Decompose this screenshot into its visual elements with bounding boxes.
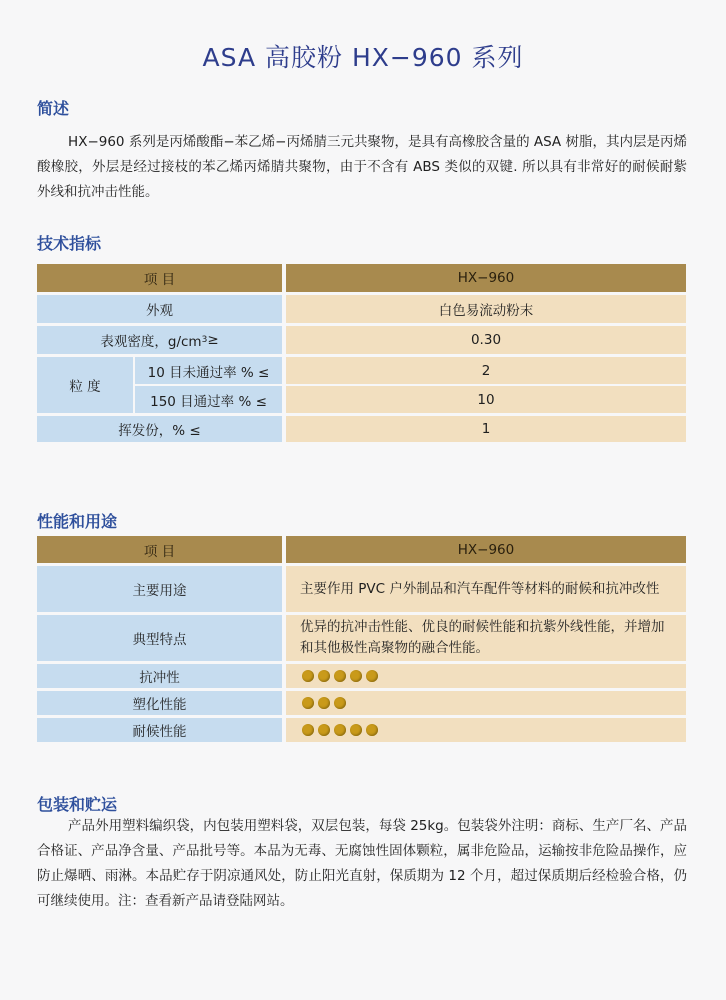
table-row	[37, 326, 686, 354]
weathering-rating	[286, 718, 686, 742]
performance-header-item: 项 目	[37, 536, 282, 563]
volatile-label: 挥发份，% ≤	[37, 416, 282, 442]
packaging-heading: 包装和贮运	[37, 795, 118, 814]
appearance-label: 外观	[37, 295, 282, 323]
granularity-sub2-value: 10	[286, 386, 686, 413]
rating-dot-icon	[350, 724, 362, 736]
performance-header-row	[37, 536, 686, 563]
rating-dot-icon	[366, 724, 378, 736]
volatile-value: 1	[286, 416, 686, 442]
weathering-label: 耐候性能	[37, 718, 282, 742]
specs-header-item: 项 目	[37, 264, 282, 292]
granularity-label: 粒 度	[37, 357, 133, 413]
specs-header-model: HX−960	[286, 264, 686, 292]
table-row	[37, 615, 686, 661]
rating-dot-icon	[318, 670, 330, 682]
performance-header-model: HX−960	[286, 536, 686, 563]
rating-dot-icon	[302, 670, 314, 682]
specs-heading: 技术指标	[37, 234, 102, 253]
granularity-sub1-value: 2	[286, 357, 686, 384]
performance-heading: 性能和用途	[37, 512, 118, 531]
plasticizing-rating	[286, 691, 686, 715]
table-row	[37, 664, 686, 688]
table-row	[37, 566, 686, 612]
impact-rating	[286, 664, 686, 688]
table-row	[37, 691, 686, 715]
overview-heading: 简述	[37, 99, 70, 118]
density-value: 0.30	[286, 326, 686, 354]
feature-value: 优异的抗冲击性能、优良的耐候性能和抗紫外线性能，并增加和其他极性高聚物的融合性能。	[286, 615, 686, 661]
feature-label: 典型特点	[37, 615, 282, 661]
rating-dot-icon	[334, 670, 346, 682]
rating-dot-icon	[318, 697, 330, 709]
granularity-sub2-label: 150 目通过率 % ≤	[135, 386, 282, 413]
table-row	[37, 718, 686, 742]
impact-label: 抗冲性	[37, 664, 282, 688]
rating-dot-icon	[302, 724, 314, 736]
rating-dot-icon	[302, 697, 314, 709]
page-title: ASA 高胶粉 HX−960 系列	[202, 43, 524, 72]
rating-dot-icon	[334, 724, 346, 736]
table-row	[37, 357, 686, 384]
use-label: 主要用途	[37, 566, 282, 612]
use-value: 主要作用 PVC 户外制品和汽车配件等材料的耐候和抗冲改性	[286, 566, 686, 612]
rating-dot-icon	[334, 697, 346, 709]
packaging-text: 产品外用塑料编织袋，内包装用塑料袋，双层包装，每袋 25kg。包装袋外注明：商标、生产厂名、产品合格证、产品净含量、产品批号等。本品为无毒、无腐蚀性固体颗粒，属非危险品，运输按非危险品操作，应防止爆晒、雨淋。本品贮存于阴凉通风处，防止阳光直射，保质期为 12 个月，超过保质期后经检验合格，仍可继续使用。注：查看新产品请登陆网站。	[37, 818, 687, 909]
rating-dot-icon	[350, 670, 362, 682]
granularity-sub1-label: 10 目未通过率 % ≤	[135, 357, 282, 384]
overview-text: HX−960 系列是丙烯酸酯−苯乙烯−丙烯腈三元共聚物，是具有高橡胶含量的 ASA 树脂，其内层是丙烯酸橡胶，外层是经过接枝的苯乙烯丙烯腈共聚物，由于不含有 ABS 类似的双键. 所以具有非常好的耐候耐紫外线和抗冲击性能。	[37, 134, 687, 200]
rating-dot-icon	[366, 670, 378, 682]
table-row	[37, 295, 686, 323]
plasticizing-label: 塑化性能	[37, 691, 282, 715]
table-row	[37, 416, 686, 442]
appearance-value: 白色易流动粉末	[286, 295, 686, 323]
rating-dot-icon	[318, 724, 330, 736]
table-row	[37, 386, 686, 413]
specs-header-row	[37, 264, 686, 292]
density-label: 表观密度，g/cm 3 ≥	[37, 326, 282, 354]
